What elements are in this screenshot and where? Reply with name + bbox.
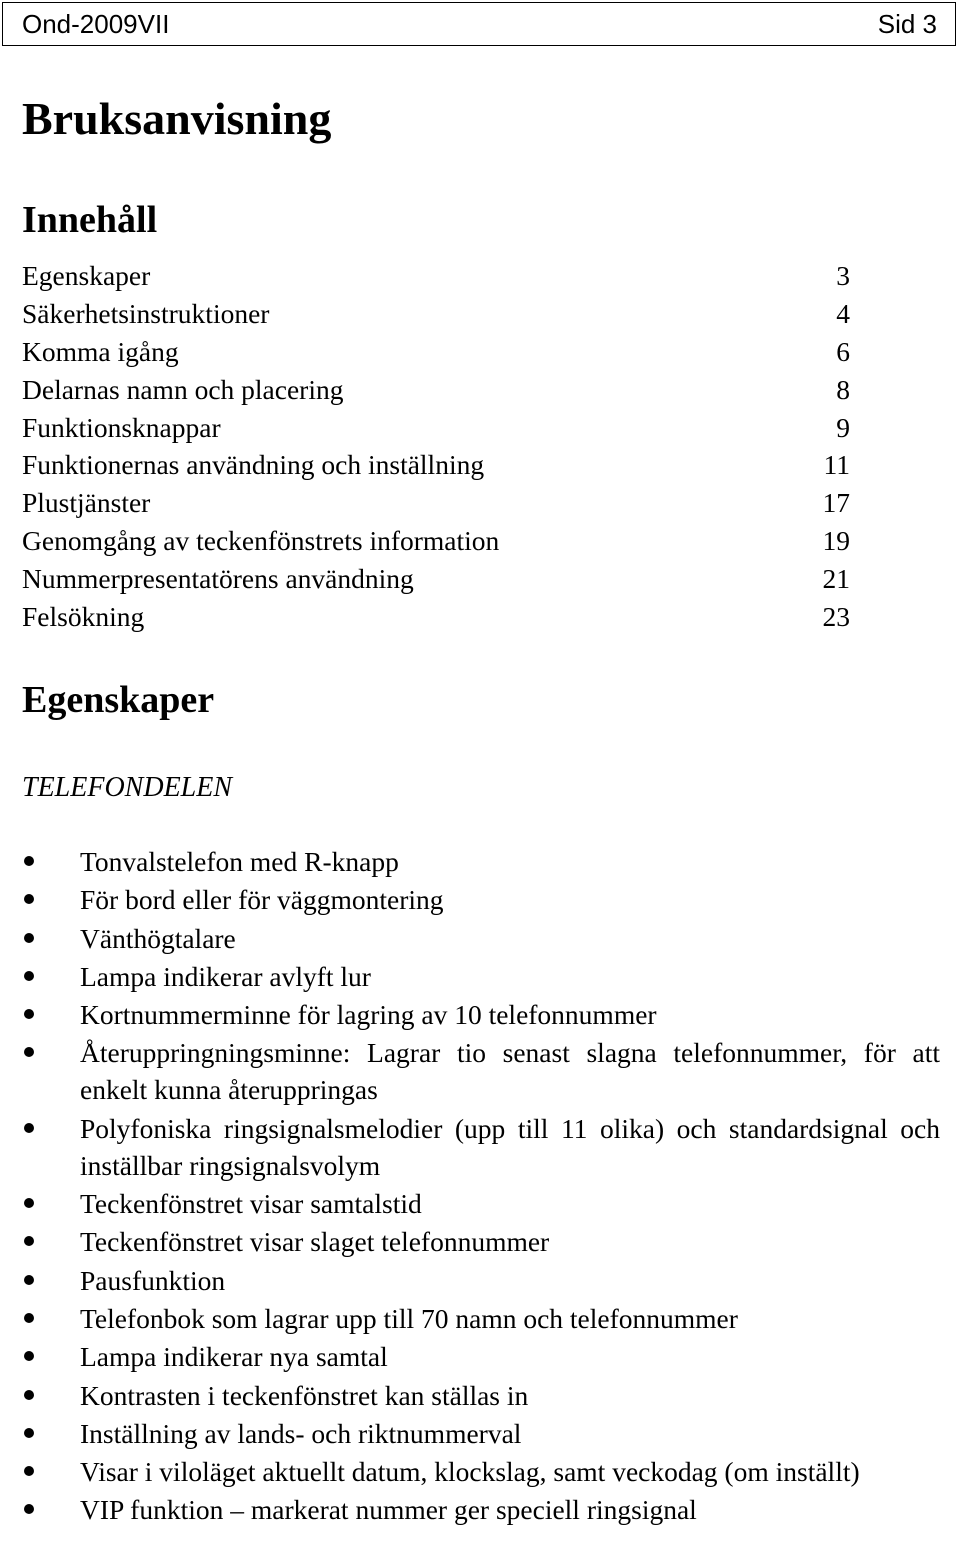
toc-label: Funktionsknappar (22, 411, 221, 443)
feature-item (22, 1110, 940, 1184)
bullet-icon (24, 894, 34, 904)
toc-label: Felsökning (22, 601, 145, 633)
bullet-icon (24, 856, 34, 866)
bullet-icon (24, 933, 34, 943)
toc-entry (22, 371, 850, 409)
table-of-contents (22, 257, 850, 636)
bullet-icon (24, 971, 34, 981)
toc-page: 9 (836, 411, 850, 443)
toc-entry (22, 560, 850, 598)
feature-text: Tonvalstelefon med R-knapp (80, 846, 399, 877)
feature-item (22, 1223, 940, 1260)
page-header (2, 2, 956, 46)
toc-label: Delarnas namn och placering (22, 373, 344, 405)
feature-item (22, 1034, 940, 1108)
bullet-icon (24, 1236, 34, 1246)
toc-page: 17 (822, 487, 850, 519)
feature-item (22, 1338, 940, 1375)
feature-text: Pausfunktion (80, 1264, 226, 1296)
bullet-icon (24, 1009, 34, 1019)
feature-item (22, 1415, 940, 1452)
toc-page: 6 (836, 335, 850, 367)
feature-text: Återuppringningsminne: Lagrar tio senast slagna telefonnummer, för att enkelt kunna återuppringas (80, 1037, 940, 1106)
toc-page: 8 (836, 373, 850, 405)
toc-page: 23 (822, 601, 850, 633)
feature-item (22, 843, 940, 880)
feature-text: Vänthögtalare (80, 922, 236, 954)
feature-item (22, 1453, 940, 1490)
bullet-icon (24, 1351, 34, 1361)
features-subheading: TELEFONDELEN (22, 772, 233, 803)
feature-text: Kortnummerminne för lagring av 10 telefonnummer (80, 999, 657, 1031)
feature-item (22, 1491, 940, 1528)
bullet-icon (24, 1428, 34, 1438)
bullet-icon (24, 1198, 34, 1208)
toc-entry (22, 333, 850, 371)
feature-item (22, 920, 940, 957)
toc-entry (22, 446, 850, 484)
feature-text: Teckenfönstret visar slaget telefonnummer (80, 1226, 550, 1258)
bullet-icon (24, 1466, 34, 1476)
toc-page: 3 (836, 260, 850, 291)
feature-item (22, 1185, 940, 1222)
toc-label: Komma igång (22, 335, 179, 367)
toc-entry (22, 598, 850, 636)
document-code: Ond-2009VII (22, 8, 170, 39)
toc-label: Nummerpresentatörens användning (22, 563, 414, 595)
toc-page: 4 (836, 297, 850, 329)
bullet-icon (24, 1504, 34, 1514)
toc-entry (22, 257, 850, 295)
page-number: Sid 3 (877, 8, 937, 39)
toc-entry (22, 484, 850, 522)
feature-item (22, 881, 940, 918)
toc-label: Genomgång av teckenfönstrets information (22, 525, 500, 557)
toc-page: 19 (822, 525, 850, 557)
toc-page: 11 (823, 449, 850, 481)
toc-label: Plustjänster (22, 487, 151, 519)
feature-text: Telefonbok som lagrar upp till 70 namn och telefonnummer (80, 1302, 738, 1334)
feature-text: Teckenfönstret visar samtalstid (80, 1188, 422, 1220)
toc-entry (22, 522, 850, 560)
feature-item (22, 958, 940, 995)
bullet-icon (24, 1123, 34, 1133)
feature-item (22, 1300, 940, 1337)
toc-label: Egenskaper (22, 260, 151, 291)
feature-item (22, 1377, 940, 1414)
feature-text: Polyfoniska ringsignalsmelodier (upp till 11 olika) och standardsignal och inställbar ringsignalsvolym (80, 1112, 940, 1181)
feature-text: VIP funktion – markerat nummer ger speciell ringsignal (80, 1494, 697, 1526)
toc-heading: Innehåll (22, 199, 158, 241)
feature-text: För bord eller för väggmontering (80, 884, 444, 916)
toc-entry (22, 409, 850, 447)
feature-list (22, 843, 940, 1530)
bullet-icon (24, 1275, 34, 1285)
feature-text: Lampa indikerar nya samtal (80, 1341, 388, 1373)
feature-text: Visar i viloläget aktuellt datum, klockslag, samt veckodag (om inställt) (80, 1456, 860, 1488)
document-title: Bruksanvisning (22, 93, 332, 144)
feature-item (22, 996, 940, 1033)
feature-item (22, 1262, 940, 1299)
bullet-icon (24, 1313, 34, 1323)
feature-text: Inställning av lands- och riktnummerval (80, 1417, 522, 1449)
features-heading: Egenskaper (22, 679, 215, 721)
feature-text: Kontrasten i teckenfönstret kan ställas in (80, 1379, 529, 1411)
toc-label: Funktionernas användning och inställning (22, 449, 485, 481)
toc-entry (22, 295, 850, 333)
toc-label: Säkerhetsinstruktioner (22, 297, 270, 329)
bullet-icon (24, 1390, 34, 1400)
feature-text: Lampa indikerar avlyft lur (80, 960, 371, 992)
toc-page: 21 (822, 563, 850, 595)
bullet-icon (24, 1047, 34, 1057)
